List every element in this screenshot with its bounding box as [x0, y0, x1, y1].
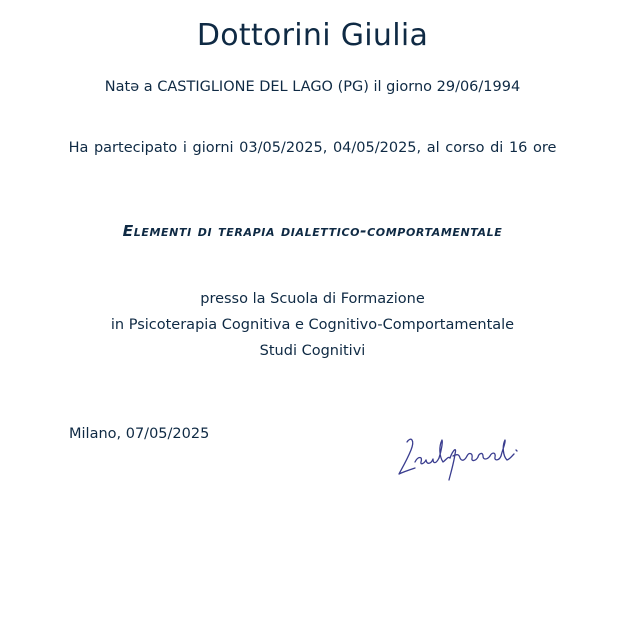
school-info: [0, 286, 625, 364]
birth-info: Natə a CASTIGLIONE DEL LAGO (PG) il giorno 29/06/1994: [104, 79, 521, 95]
course-title: Elementi di terapia dialettico-comportamentale: [122, 222, 503, 240]
school-line: in Psicoterapia Cognitiva e Cognitivo-Comportamentale: [110, 317, 515, 333]
school-line: Studi Cognitivi: [259, 343, 366, 359]
recipient-name: Dottorini Giulia: [196, 18, 429, 53]
attendance-info: Ha partecipato i giorni 03/05/2025, 04/05/2025, al corso di 16 ore: [68, 140, 557, 156]
place-and-date: Milano, 07/05/2025: [69, 426, 210, 442]
school-line: presso la Scuola di Formazione: [200, 291, 425, 307]
signature: [393, 432, 525, 482]
